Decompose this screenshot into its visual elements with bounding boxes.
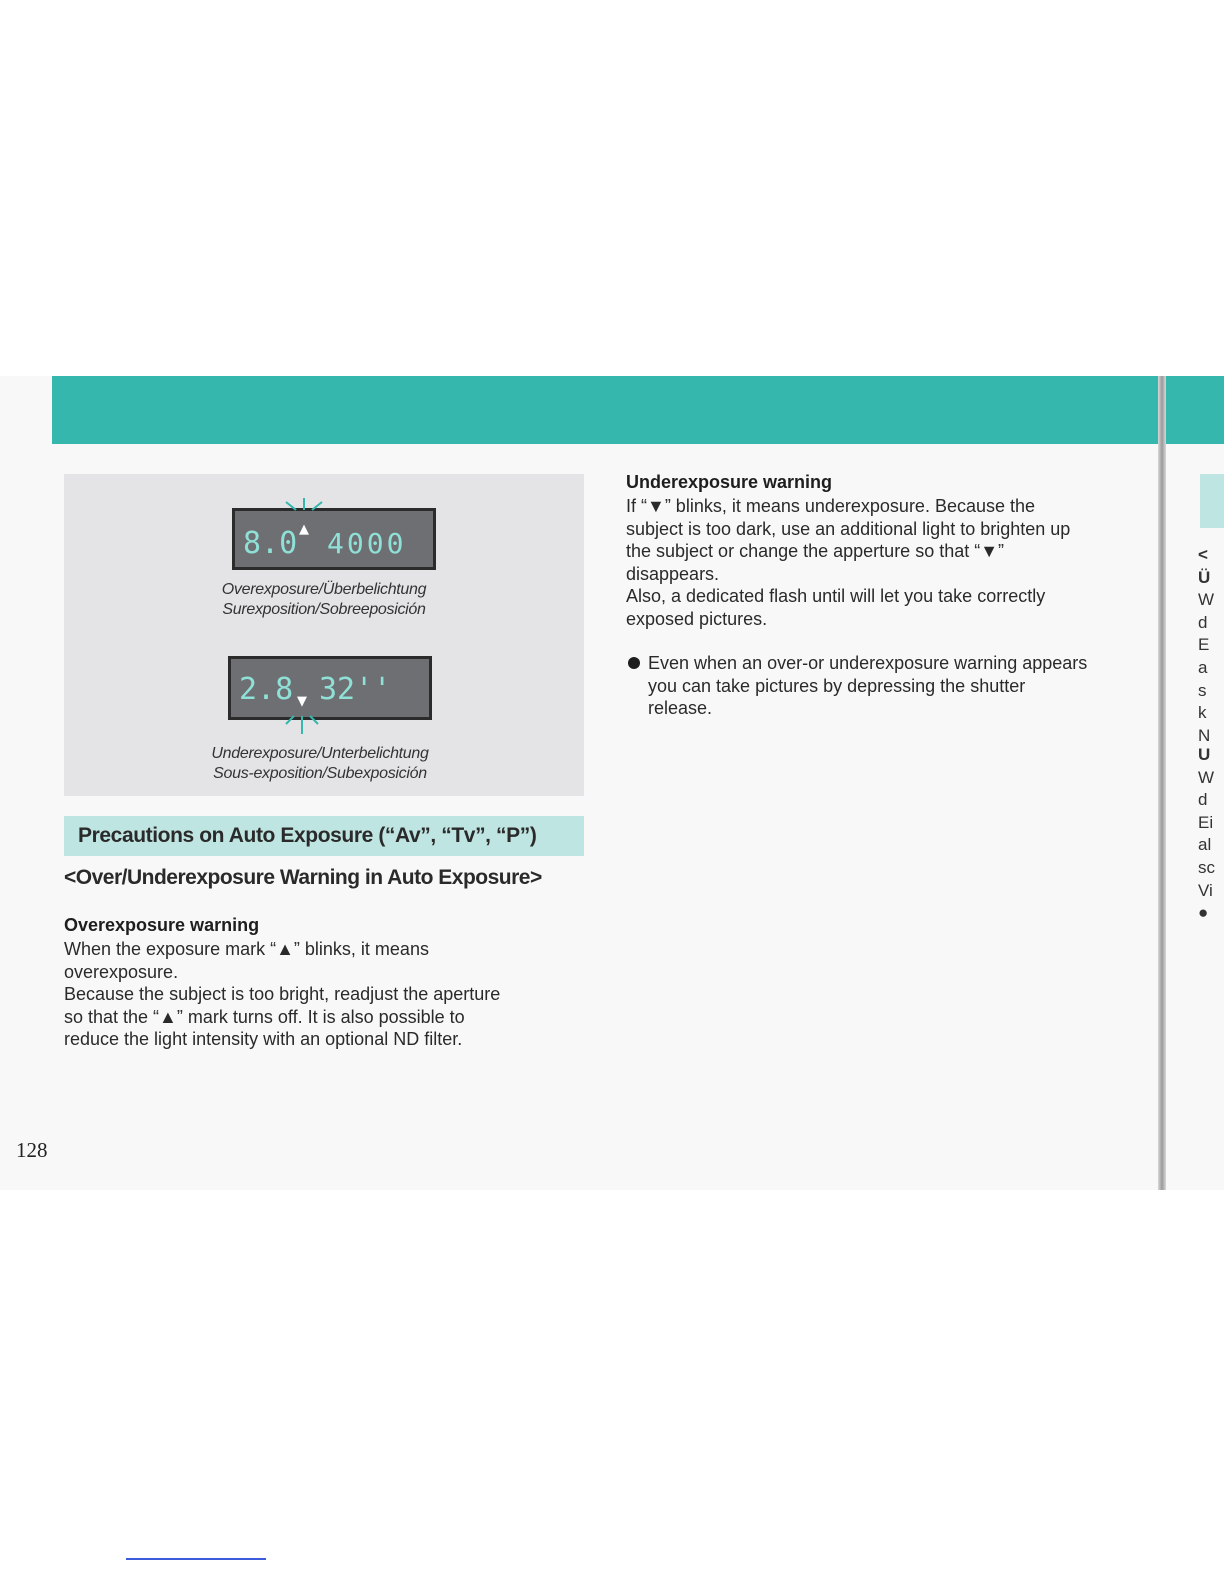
- over-shutter: 4000: [327, 527, 407, 560]
- next-page-char: W: [1198, 767, 1215, 787]
- next-page-char: Vi: [1198, 880, 1213, 900]
- under-aperture: 2.8: [239, 672, 294, 707]
- under-down-triangle: ▼: [297, 694, 307, 709]
- over-up-triangle: ▲: [299, 522, 309, 537]
- under-shutter: 32'': [319, 672, 392, 707]
- next-page-figure-edge: [1200, 474, 1224, 528]
- page-number: 128: [16, 1138, 48, 1162]
- underexposure-line: disappears.: [626, 563, 720, 584]
- next-page-edge-top: [1198, 544, 1224, 747]
- shutter-note-line: you can take pictures by depressing the shutter: [648, 675, 1026, 696]
- over-caption-line-1: Overexposure/Überbelichtung: [221, 581, 427, 598]
- precautions-heading: Precautions on Auto Exposure (“Av”, “Tv”, “P”): [64, 816, 584, 856]
- next-page-char: a: [1198, 657, 1208, 677]
- page-gutter: [1158, 376, 1166, 1190]
- underexposure-heading: Underexposure warning: [626, 472, 833, 492]
- next-page-char: <: [1198, 545, 1208, 564]
- under-caption: [120, 744, 520, 784]
- next-page-char: k: [1198, 703, 1207, 723]
- next-page-char: sc: [1198, 857, 1215, 877]
- overexposure-line: Because the subject is too bright, readjust the aperture: [64, 984, 501, 1005]
- underexposure-text: [626, 495, 1156, 631]
- next-page-char: s: [1198, 680, 1207, 700]
- over-aperture: 8.0: [243, 526, 298, 561]
- underexposure-line: the subject or change the apperture so that “▼”: [626, 541, 1005, 562]
- lcd-figure-panel: [64, 474, 584, 796]
- over-blink-rays: [64, 494, 584, 534]
- next-page-header-band: [1166, 376, 1224, 444]
- header-band: [52, 376, 1160, 444]
- underexposure-line: subject is too dark, use an additional light to brighten up: [626, 518, 1071, 539]
- next-page-char: ●: [1198, 903, 1209, 923]
- overexposure-line: so that the “▲” mark turns off. It is also possible to: [64, 1006, 465, 1027]
- next-page-char: Ü: [1198, 567, 1211, 587]
- shutter-note-text: [648, 652, 1148, 720]
- overexposure-heading: Overexposure warning: [64, 915, 260, 935]
- next-page-char: al: [1198, 835, 1212, 855]
- over-caption-line-2: Surexposition/Sobreeposición: [222, 601, 426, 618]
- shutter-note-line: Even when an over-or underexposure warning appears: [648, 653, 1088, 673]
- bullet-dot-icon: [628, 657, 640, 669]
- underexposure-line: Also, a dedicated flash until will let you take correctly: [626, 586, 1046, 607]
- overexposure-line: overexposure.: [64, 961, 179, 982]
- next-page-char: Ei: [1198, 812, 1214, 832]
- over-caption: [124, 580, 524, 620]
- next-page-char: d: [1198, 612, 1208, 632]
- next-page-char: N: [1198, 725, 1211, 745]
- next-page-char: U: [1198, 745, 1211, 764]
- footer-underline: [126, 1558, 266, 1560]
- underexposure-line: exposed pictures.: [626, 608, 768, 629]
- next-page-edge-bottom: [1198, 744, 1224, 925]
- next-page-char: E: [1198, 635, 1210, 655]
- section-title: <Over/Underexposure Warning in Auto Exposure>: [64, 866, 542, 889]
- next-page-char: W: [1198, 590, 1215, 610]
- under-caption-line-2: Sous-exposition/Subexposición: [213, 765, 427, 782]
- shutter-note-line: release.: [648, 698, 713, 719]
- overexposure-text: [64, 938, 584, 1051]
- under-blink-rays: [64, 710, 584, 740]
- overexposure-line: When the exposure mark “▲” blinks, it means: [64, 939, 429, 959]
- under-caption-line-1: Underexposure/Unterbelichtung: [211, 745, 429, 762]
- next-page-char: d: [1198, 790, 1208, 810]
- overexposure-line: reduce the light intensity with an optional ND filter.: [64, 1029, 463, 1050]
- underexposure-line: If “▼” blinks, it means underexposure. Because the: [626, 496, 1036, 516]
